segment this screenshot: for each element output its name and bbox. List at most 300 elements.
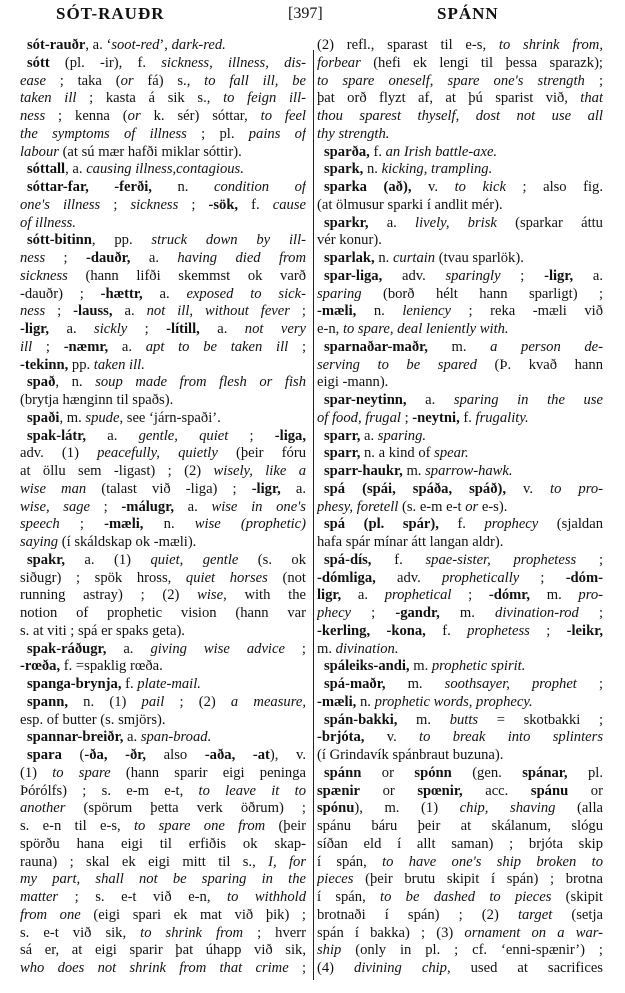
- entry-text: (sparkar áttu: [496, 214, 603, 231]
- headword: spar-liga,: [324, 267, 383, 284]
- entry-first-line: [317, 215, 603, 233]
- definition-italic: spae-sister, prophetess: [425, 551, 577, 568]
- entry-line: [20, 108, 306, 126]
- entry-text: notion of prophetic vision (hann var: [20, 605, 306, 621]
- entry-text: spörðu hana eigi til erfiðis ok skap-: [20, 835, 306, 852]
- entry-line: [317, 605, 603, 623]
- entry-text: or: [359, 782, 418, 799]
- entry-text: f. =spaklig rœða.: [60, 658, 163, 675]
- headword: spænir: [317, 782, 360, 799]
- headword: -tekinn,: [20, 356, 69, 373]
- headword: sparr,: [324, 445, 361, 462]
- entry-line: [20, 303, 306, 321]
- definition-italic: of food, frugal: [317, 409, 401, 426]
- entry-first-line: [20, 179, 306, 197]
- entry-text: sá er, at eigi sparir þat úhapp við sik,: [20, 942, 306, 959]
- entry-text: (setja: [552, 906, 603, 923]
- entry-text: ), v.: [269, 747, 306, 763]
- headword: -liga,: [274, 427, 306, 444]
- entry-first-line: [317, 339, 603, 357]
- headword: -aða, -at: [204, 747, 270, 763]
- headword: -dómliga,: [317, 569, 376, 586]
- entry-line: [317, 783, 603, 801]
- entry-text: (þeir brutu skipit í spán) ; brotna: [353, 871, 603, 888]
- definition-italic: to feel: [260, 108, 306, 124]
- definition-italic: prophetess: [467, 622, 530, 639]
- entry-line: [20, 960, 306, 978]
- definition-italic: pail: [141, 693, 165, 710]
- entry-line: [20, 392, 306, 410]
- headword: -rœða,: [20, 658, 61, 675]
- entry-text: ;: [289, 303, 306, 320]
- entry-first-line: [20, 37, 306, 55]
- entry-text: ;: [576, 551, 603, 568]
- entry-text: ;: [288, 960, 306, 976]
- entry-text: n.: [143, 516, 195, 533]
- entry-text: (at sú mær hafði miklar sóttir).: [58, 143, 242, 160]
- headword: spánu: [530, 782, 569, 799]
- headword: -ligr,: [251, 480, 281, 497]
- entry-text: also: [146, 747, 205, 763]
- headword: sparka (að),: [324, 179, 412, 195]
- entry-text: (gen.: [451, 764, 523, 781]
- headword: sót-rauðr: [27, 37, 86, 53]
- entry-line: [317, 499, 603, 517]
- entry-line: [20, 871, 306, 889]
- headword: -kerling, -kona,: [317, 622, 426, 639]
- definition-italic: sickly: [94, 321, 128, 337]
- headword: sparkr,: [324, 214, 369, 231]
- headword: spaði: [27, 409, 60, 426]
- headword: -sök,: [208, 196, 239, 213]
- entry-text: ;: [578, 605, 603, 621]
- entry-line: [20, 73, 306, 91]
- entry-first-line: [317, 250, 603, 268]
- definition-italic: saying: [20, 534, 59, 550]
- entry-text: í spán,: [317, 853, 383, 870]
- headword: spað: [27, 374, 56, 391]
- headword: -lauss,: [73, 303, 113, 320]
- entry-text: ;: [584, 72, 603, 89]
- entry-text: ;: [400, 409, 413, 426]
- definition-italic: sparingly: [445, 267, 501, 284]
- definition-italic: phecy: [317, 605, 352, 621]
- headword: sparnaðar-maðr,: [324, 338, 428, 355]
- definition-italic: ornament on a war-: [464, 924, 603, 941]
- definition-italic: spude: [85, 409, 120, 426]
- entry-text: pp.: [68, 356, 94, 373]
- definition-italic: to spare oneself, spare one's strength: [317, 72, 585, 89]
- definition-italic: quiet horses: [185, 569, 268, 586]
- entry-text: f.: [371, 551, 426, 568]
- definition-italic: thy strength.: [317, 125, 390, 142]
- entry-text: ;: [529, 622, 567, 639]
- definition-italic: to withhold: [227, 889, 306, 905]
- entry-text: a.: [49, 321, 95, 337]
- entry-line: [20, 534, 306, 552]
- entry-text: at öllu sem -ligast) ; (2): [20, 463, 214, 479]
- definition-italic: gentle, quiet: [138, 427, 229, 444]
- entry-text: m.: [530, 587, 579, 604]
- entry-text: or: [568, 782, 603, 799]
- headword: -brjóta,: [317, 729, 365, 746]
- definition-italic: wise in one's: [211, 498, 306, 515]
- definition-italic: divination.: [335, 640, 399, 657]
- entry-text: eigi -mann).: [317, 374, 389, 391]
- entry-first-line: [317, 428, 603, 446]
- entry-line: [317, 747, 603, 765]
- entry-text: Þórólfs) ; s. e-m e-t,: [20, 782, 199, 799]
- entry-line: [20, 250, 306, 268]
- entry-text: n.: [356, 693, 375, 710]
- entry-text: (only in pl. ; cf. ‘enni-spænir’) ;: [341, 942, 603, 959]
- entry-text: -dauðr) ;: [20, 285, 101, 302]
- running-head-right: SPÁNN: [437, 4, 499, 23]
- definition-italic: to fall ill, be: [204, 72, 306, 89]
- entry-text: adv. (1): [20, 445, 98, 462]
- entry-text: v.: [506, 480, 551, 497]
- definition-italic: sickness: [20, 267, 68, 284]
- entry-first-line: [317, 658, 603, 676]
- entry-text: brotnaði í spán) ; (2): [317, 906, 518, 923]
- entry-text: s. e-n til e-s,: [20, 818, 134, 834]
- entry-text: m.: [317, 640, 336, 657]
- definition-italic: pro-: [578, 587, 603, 604]
- definition-italic: plate-mail.: [137, 676, 201, 692]
- definition-italic: divining chip: [354, 960, 447, 976]
- entry-text: v.: [364, 729, 420, 746]
- entry-text: a.: [86, 427, 139, 444]
- headword: spá (spái, spáða, spáð),: [324, 480, 507, 497]
- entry-text: ; hverr: [243, 924, 306, 941]
- definition-italic: taken ill: [20, 90, 77, 107]
- entry-first-line: [20, 374, 306, 392]
- entry-text: m.: [397, 711, 450, 728]
- definition-italic: prophetical: [384, 587, 452, 604]
- entry-text: a.: [108, 338, 146, 355]
- entry-text: vér konur).: [317, 232, 382, 249]
- entry-line: [317, 641, 603, 659]
- entry-text: ;: [500, 267, 545, 284]
- entry-text: n. a kind of: [360, 445, 435, 462]
- entry-line: [20, 516, 306, 534]
- headword: -málugr,: [121, 498, 174, 515]
- definition-italic: wise man: [20, 480, 87, 497]
- headword: spánar,: [522, 764, 568, 781]
- entry-text: n.: [374, 250, 393, 266]
- entry-line: [317, 126, 603, 144]
- entry-line: [317, 800, 603, 818]
- entry-text: spánu báru þeir at skálanum, slógu: [317, 818, 603, 834]
- definition-italic: lively, brisk: [415, 214, 497, 231]
- definition-italic: having died from: [177, 250, 306, 266]
- definition-italic: of illness.: [20, 214, 76, 231]
- headword: spakr,: [27, 551, 65, 568]
- definition-italic: soot-red: [111, 37, 160, 53]
- entry-line: [20, 445, 306, 463]
- entry-text: n. (1): [67, 693, 142, 710]
- entry-text: ; kasta á sik s.,: [76, 90, 224, 107]
- definition-italic: sparing in the use: [453, 392, 603, 408]
- definition-italic: who does not shrink from that crime: [20, 960, 289, 976]
- entry-first-line: [317, 179, 603, 197]
- entry-line: [20, 712, 306, 730]
- headword: spónn: [414, 764, 452, 781]
- entry-text: ;: [288, 338, 306, 355]
- definition-italic: one's illness: [20, 196, 101, 213]
- definition-italic: pieces: [317, 871, 354, 888]
- entry-first-line: [317, 481, 603, 499]
- page-number: [397]: [288, 5, 323, 22]
- definition-italic: dark-red.: [171, 37, 226, 53]
- definition-italic: or: [127, 108, 141, 124]
- entry-text: , pp.: [91, 232, 152, 249]
- entry-line: [20, 800, 306, 818]
- definition-italic: condition of: [213, 179, 306, 195]
- entry-text: ;: [100, 196, 131, 213]
- definition-italic: sparrow-hawk.: [425, 463, 513, 479]
- entry-line: [317, 570, 603, 588]
- entry-text: ;: [284, 640, 306, 657]
- entry-line: [20, 783, 306, 801]
- entry-line: [317, 818, 603, 836]
- definition-italic: prophetic spirit.: [431, 658, 526, 675]
- entry-first-line: [317, 552, 603, 570]
- entry-text: (hann lifði skemmst ok varð: [67, 267, 306, 284]
- headword: sótt: [27, 54, 50, 71]
- headword: -ða, -ðr,: [84, 747, 147, 763]
- entry-text: (þeir fóru: [217, 445, 306, 462]
- entry-text: ;: [127, 321, 167, 337]
- headword: sparða,: [324, 143, 370, 160]
- entry-text: adv.: [382, 267, 446, 284]
- entry-line: [20, 942, 306, 960]
- entry-first-line: [317, 712, 603, 730]
- entry-first-line: [317, 676, 603, 694]
- entry-text: acc.: [462, 782, 531, 799]
- entry-text: spán í bakka) ; (3): [317, 924, 465, 941]
- definition-italic: span-broad.: [140, 729, 212, 746]
- entry-text: f.: [459, 409, 476, 426]
- definition-italic: thou sparest thyself, dost not use all: [317, 108, 603, 124]
- entry-text: ; s. e-t við e-n,: [58, 889, 228, 905]
- definition-italic: soothsayer, prophet: [444, 676, 577, 692]
- definition-italic: prophetically: [441, 569, 520, 586]
- entry-first-line: [20, 694, 306, 712]
- entry-line: [20, 836, 306, 854]
- entry-text: n.: [363, 161, 382, 178]
- entry-text: ; kenna (: [45, 108, 128, 124]
- entry-line: [317, 232, 603, 250]
- definition-italic: matter: [20, 889, 59, 905]
- definition-italic: to spare, deal leniently with.: [342, 321, 509, 337]
- entry-first-line: [20, 161, 306, 179]
- definition-italic: ness: [20, 250, 46, 266]
- entry-text: a.: [406, 392, 454, 408]
- entry-text: ;: [90, 498, 122, 515]
- definition-italic: to spare: [52, 764, 111, 781]
- headword: -hættr,: [100, 285, 143, 302]
- entry-text: ;: [45, 303, 74, 320]
- headword: -dómr,: [488, 587, 531, 604]
- entry-line: [317, 55, 603, 73]
- entry-text: , used at sacrifices: [446, 960, 603, 976]
- entry-text: í spán,: [317, 889, 381, 905]
- entry-line: [317, 942, 603, 960]
- entry-first-line: [317, 268, 603, 286]
- entry-line: [317, 410, 603, 428]
- headword: spara: [27, 747, 62, 763]
- definition-italic: leniency: [402, 303, 451, 320]
- entry-text: f.: [438, 516, 485, 533]
- headword: sparr,: [324, 427, 361, 444]
- headword: -næmr,: [63, 338, 109, 355]
- definition-italic: chip, shaving: [459, 800, 556, 817]
- entry-line: [20, 570, 306, 588]
- headword: spann,: [27, 693, 68, 710]
- entry-text: (s. e-m e-t: [398, 498, 466, 515]
- entry-line: [317, 534, 603, 552]
- entry-text: a.: [573, 267, 603, 284]
- entry-text: a.: [280, 480, 306, 497]
- entry-text: ; reka -mæli við: [450, 303, 603, 320]
- headword: -neytni,: [412, 409, 460, 426]
- headword: spanga-brynja,: [27, 676, 122, 692]
- entry-text: m.: [439, 605, 496, 621]
- definition-italic: sparing: [317, 285, 362, 302]
- headword: -leikr,: [566, 622, 603, 639]
- entry-text: (s. ok: [238, 551, 306, 568]
- entry-text: , n.: [55, 374, 96, 391]
- entry-text: , m.: [59, 409, 86, 426]
- entry-line: [20, 499, 306, 517]
- definition-italic: wise: [197, 587, 224, 604]
- entry-text: (talast við -liga) ;: [86, 480, 252, 497]
- entry-text: (alla: [555, 800, 603, 817]
- entry-first-line: [317, 161, 603, 179]
- entry-text: a.: [112, 303, 147, 320]
- entry-line: [20, 818, 306, 836]
- entry-text: ; (2): [164, 693, 231, 710]
- headword: -gandr,: [395, 605, 440, 621]
- definition-italic: sickness, illness, dis-: [161, 54, 306, 71]
- definition-italic: prophecy: [484, 516, 539, 533]
- definition-italic: exposed to sick-: [186, 285, 306, 302]
- definition-italic: apt to be taken ill: [145, 338, 289, 355]
- entry-text: (í skáldskap ok -mæli).: [58, 534, 197, 550]
- left-column: [20, 37, 306, 978]
- headword: -mæli,: [104, 516, 144, 533]
- entry-text: síðan eld í allt saman) ; brjóta skip: [317, 835, 603, 852]
- entry-text: hafa spár mínar átt langan aldr).: [317, 534, 504, 550]
- definition-italic: giving wise advice: [150, 640, 285, 657]
- entry-line: [20, 854, 306, 872]
- headword: -dóm-: [565, 569, 603, 586]
- entry-text: (brytja hænginn til spaðs).: [20, 392, 174, 408]
- definition-italic: not very: [244, 321, 306, 337]
- headword: -ligr,: [544, 267, 574, 284]
- entry-first-line: [20, 552, 306, 570]
- entry-line: [20, 587, 306, 605]
- entry-text: m.: [402, 463, 426, 479]
- headword: spá-dís,: [324, 551, 372, 568]
- headword: -mæli,: [317, 693, 357, 710]
- entry-line: [317, 37, 603, 55]
- entry-text: siðugr) ; spök hross,: [20, 569, 186, 586]
- entry-text: (Þ. kvað hann: [476, 356, 603, 373]
- definition-italic: to be dashed to pieces: [380, 889, 552, 905]
- headword: spá (pl. spár),: [324, 516, 439, 533]
- entry-text: pl.: [567, 764, 603, 781]
- definition-italic: or: [465, 498, 479, 515]
- entry-first-line: [317, 144, 603, 162]
- right-column: [317, 37, 603, 978]
- definition-italic: to shrink from: [140, 924, 244, 941]
- definition-italic: to spare one from: [133, 818, 266, 834]
- definition-italic: labour: [20, 143, 59, 160]
- entry-text: a.: [174, 498, 212, 515]
- definition-italic: a measure,: [230, 693, 306, 710]
- definition-italic: sparing.: [377, 427, 427, 444]
- entry-line: [20, 605, 306, 623]
- entry-line: [317, 108, 603, 126]
- entry-line: [317, 960, 603, 978]
- entry-text: , a. ‘: [85, 37, 112, 53]
- definition-italic: ness: [20, 108, 46, 124]
- entry-text: (hann sparir eigi peninga: [110, 764, 306, 781]
- definition-italic: soup made from flesh or fish: [95, 374, 306, 391]
- entry-text: s. at viti ; spá er spaks geta).: [20, 622, 185, 639]
- entry-text: k. sér) sóttar,: [140, 108, 261, 124]
- entry-text: rauna) ; skal ek eigi mitt til s.,: [20, 853, 269, 870]
- entry-text: a.: [199, 321, 245, 337]
- definition-italic: to pro-: [550, 480, 603, 497]
- entry-text: (: [61, 747, 85, 763]
- entry-line: [20, 658, 306, 676]
- entry-text: f.: [121, 676, 138, 692]
- definition-italic: pains of: [248, 125, 306, 142]
- definition-italic: from one: [20, 906, 81, 923]
- entry-text: or: [361, 764, 415, 781]
- entry-text: a.: [106, 640, 151, 657]
- entry-text: f.: [369, 143, 386, 160]
- definition-italic: ship: [317, 942, 342, 959]
- entry-text: m.: [427, 338, 491, 355]
- headword: sóttall: [27, 161, 66, 178]
- definition-italic: butts: [449, 711, 479, 728]
- entry-text: a.: [130, 250, 178, 266]
- headword: sparr-haukr,: [324, 463, 403, 479]
- definition-italic: I, for: [268, 853, 306, 870]
- entry-text: f.: [238, 196, 273, 213]
- headword: spark,: [324, 161, 364, 178]
- entry-text: (not: [267, 569, 306, 586]
- entry-text: (at ölmusur sparki í andlit mér).: [317, 196, 503, 213]
- entry-text: a. (1): [65, 551, 151, 568]
- entry-text: (eigi spari ek mat við þik) ;: [80, 906, 306, 923]
- headword: ligr,: [317, 587, 342, 604]
- definition-italic: ease: [20, 72, 46, 89]
- definition-italic: quiet, gentle: [150, 551, 239, 568]
- entry-line: [317, 854, 603, 872]
- entry-text: (2) refl., sparast til e-s,: [317, 37, 499, 53]
- headword: spá-maðr,: [324, 676, 386, 692]
- entry-first-line: [317, 445, 603, 463]
- entry-text: a.: [341, 587, 385, 604]
- entry-text: ; taka (: [45, 72, 121, 89]
- entry-line: [20, 144, 306, 162]
- entry-text: , see ‘járn-spaði’.: [119, 409, 221, 426]
